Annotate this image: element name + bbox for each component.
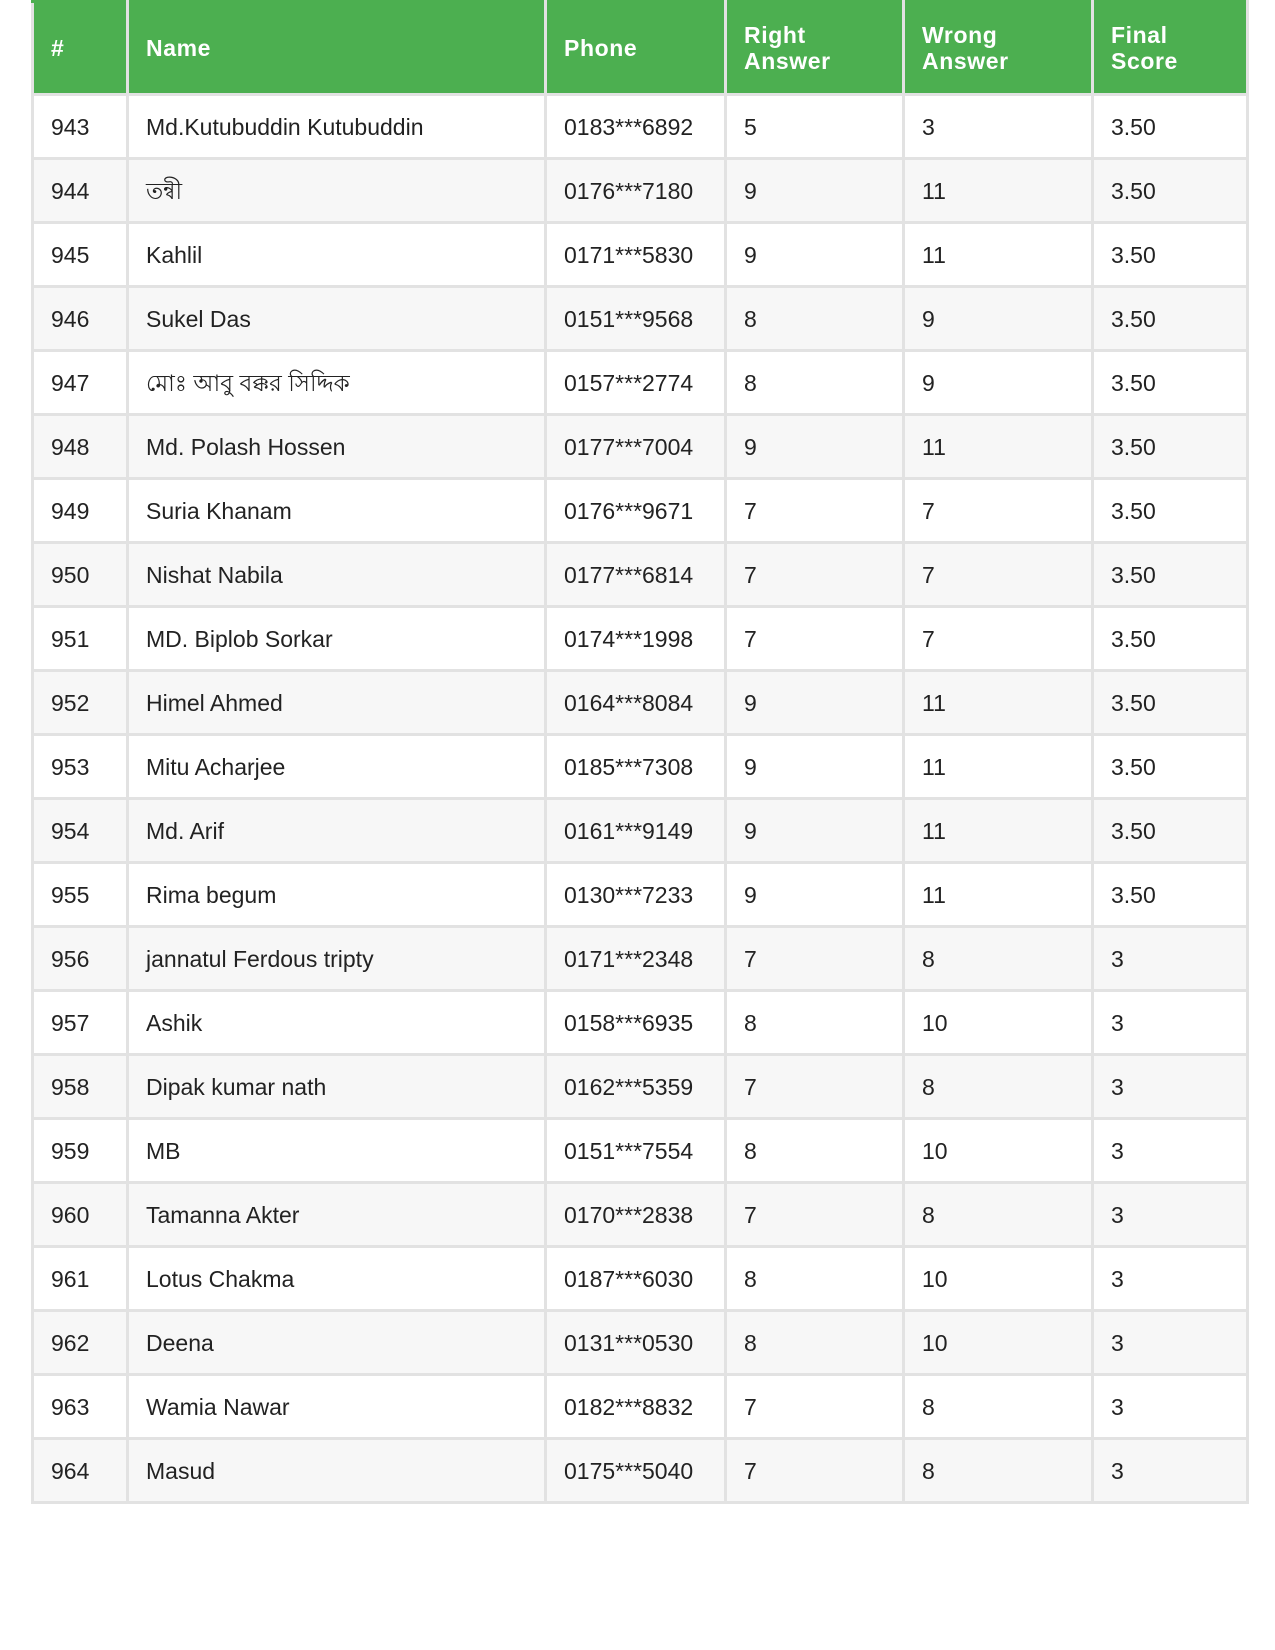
cell-final-score: 3.50 — [1093, 735, 1248, 799]
header-final-score — [1093, 2, 1248, 95]
cell-phone: 0164***8084 — [546, 671, 726, 735]
cell-wrong-answer: 10 — [904, 991, 1093, 1055]
cell-wrong-answer: 8 — [904, 927, 1093, 991]
cell-final-score: 3.50 — [1093, 351, 1248, 415]
cell-wrong-answer: 9 — [904, 351, 1093, 415]
cell-wrong-answer: 9 — [904, 287, 1093, 351]
cell-final-score: 3 — [1093, 1119, 1248, 1183]
table-row — [33, 799, 1248, 863]
cell-right-answer: 7 — [726, 607, 904, 671]
cell-rank: 954 — [33, 799, 128, 863]
cell-final-score: 3 — [1093, 1439, 1248, 1503]
cell-wrong-answer: 10 — [904, 1247, 1093, 1311]
cell-right-answer: 7 — [726, 543, 904, 607]
cell-final-score: 3.50 — [1093, 543, 1248, 607]
cell-right-answer: 9 — [726, 671, 904, 735]
cell-right-answer: 9 — [726, 223, 904, 287]
cell-rank: 955 — [33, 863, 128, 927]
table-row — [33, 991, 1248, 1055]
cell-phone: 0177***7004 — [546, 415, 726, 479]
cell-name: Rima begum — [128, 863, 546, 927]
cell-rank: 962 — [33, 1311, 128, 1375]
header-wrong-answer-line-1: Wrong — [922, 22, 998, 48]
cell-wrong-answer: 8 — [904, 1439, 1093, 1503]
cell-phone: 0176***9671 — [546, 479, 726, 543]
cell-final-score: 3 — [1093, 1311, 1248, 1375]
cell-phone: 0158***6935 — [546, 991, 726, 1055]
table-row — [33, 543, 1248, 607]
cell-phone: 0151***9568 — [546, 287, 726, 351]
header-right-answer — [726, 2, 904, 95]
cell-name: তন্বী — [128, 159, 546, 223]
cell-wrong-answer: 7 — [904, 479, 1093, 543]
cell-right-answer: 7 — [726, 1183, 904, 1247]
table-row — [33, 1247, 1248, 1311]
cell-right-answer: 8 — [726, 1311, 904, 1375]
cell-phone: 0176***7180 — [546, 159, 726, 223]
cell-wrong-answer: 10 — [904, 1311, 1093, 1375]
table-row — [33, 159, 1248, 223]
header-right-answer-line-2: Answer — [744, 48, 831, 74]
cell-name: মোঃ আবু বক্কর সিদ্দিক — [128, 351, 546, 415]
cell-name: MD. Biplob Sorkar — [128, 607, 546, 671]
cell-name: Ashik — [128, 991, 546, 1055]
cell-phone: 0187***6030 — [546, 1247, 726, 1311]
table-row — [33, 607, 1248, 671]
cell-final-score: 3 — [1093, 1247, 1248, 1311]
cell-rank: 946 — [33, 287, 128, 351]
cell-rank: 951 — [33, 607, 128, 671]
cell-phone: 0131***0530 — [546, 1311, 726, 1375]
table-row — [33, 1439, 1248, 1503]
cell-wrong-answer: 8 — [904, 1055, 1093, 1119]
table-row — [33, 735, 1248, 799]
cell-wrong-answer: 11 — [904, 735, 1093, 799]
cell-right-answer: 8 — [726, 1119, 904, 1183]
cell-wrong-answer: 8 — [904, 1375, 1093, 1439]
cell-rank: 964 — [33, 1439, 128, 1503]
table-row — [33, 1055, 1248, 1119]
cell-phone: 0174***1998 — [546, 607, 726, 671]
cell-final-score: 3.50 — [1093, 223, 1248, 287]
cell-name: MB — [128, 1119, 546, 1183]
cell-phone: 0162***5359 — [546, 1055, 726, 1119]
cell-wrong-answer: 8 — [904, 1183, 1093, 1247]
cell-final-score: 3 — [1093, 927, 1248, 991]
cell-name: Nishat Nabila — [128, 543, 546, 607]
cell-wrong-answer: 11 — [904, 863, 1093, 927]
table-row — [33, 95, 1248, 159]
table-header — [33, 2, 1248, 95]
cell-rank: 961 — [33, 1247, 128, 1311]
table-row — [33, 1375, 1248, 1439]
cell-wrong-answer: 7 — [904, 543, 1093, 607]
cell-rank: 949 — [33, 479, 128, 543]
table-row — [33, 1311, 1248, 1375]
cell-right-answer: 7 — [726, 1439, 904, 1503]
table-row — [33, 223, 1248, 287]
cell-phone: 0175***5040 — [546, 1439, 726, 1503]
cell-name: jannatul Ferdous tripty — [128, 927, 546, 991]
cell-rank: 947 — [33, 351, 128, 415]
cell-rank: 960 — [33, 1183, 128, 1247]
cell-wrong-answer: 7 — [904, 607, 1093, 671]
cell-name: Dipak kumar nath — [128, 1055, 546, 1119]
cell-right-answer: 8 — [726, 991, 904, 1055]
cell-wrong-answer: 10 — [904, 1119, 1093, 1183]
cell-phone: 0161***9149 — [546, 799, 726, 863]
cell-final-score: 3.50 — [1093, 863, 1248, 927]
table-body — [33, 95, 1248, 1503]
cell-final-score: 3.50 — [1093, 799, 1248, 863]
cell-wrong-answer: 11 — [904, 223, 1093, 287]
cell-rank: 952 — [33, 671, 128, 735]
table-row — [33, 351, 1248, 415]
cell-right-answer: 7 — [726, 1375, 904, 1439]
cell-right-answer: 9 — [726, 415, 904, 479]
header-final-score-line-1: Final — [1111, 22, 1168, 48]
table-row — [33, 671, 1248, 735]
cell-name: Mitu Acharjee — [128, 735, 546, 799]
table-row — [33, 927, 1248, 991]
cell-right-answer: 9 — [726, 863, 904, 927]
cell-name: Deena — [128, 1311, 546, 1375]
cell-phone: 0185***7308 — [546, 735, 726, 799]
cell-phone: 0130***7233 — [546, 863, 726, 927]
cell-name: Lotus Chakma — [128, 1247, 546, 1311]
cell-right-answer: 8 — [726, 1247, 904, 1311]
results-table — [31, 0, 1249, 1504]
header-wrong-answer-line-2: Answer — [922, 48, 1009, 74]
cell-name: Himel Ahmed — [128, 671, 546, 735]
header-name: Name — [128, 2, 546, 95]
cell-final-score: 3.50 — [1093, 95, 1248, 159]
cell-wrong-answer: 11 — [904, 671, 1093, 735]
cell-phone: 0170***2838 — [546, 1183, 726, 1247]
cell-name: Sukel Das — [128, 287, 546, 351]
cell-phone: 0182***8832 — [546, 1375, 726, 1439]
header-row — [33, 2, 1248, 95]
cell-rank: 953 — [33, 735, 128, 799]
cell-right-answer: 8 — [726, 351, 904, 415]
table-row — [33, 1119, 1248, 1183]
cell-rank: 948 — [33, 415, 128, 479]
cell-final-score: 3.50 — [1093, 671, 1248, 735]
cell-rank: 963 — [33, 1375, 128, 1439]
cell-rank: 945 — [33, 223, 128, 287]
cell-final-score: 3 — [1093, 1183, 1248, 1247]
cell-right-answer: 9 — [726, 159, 904, 223]
cell-wrong-answer: 11 — [904, 799, 1093, 863]
cell-phone: 0171***5830 — [546, 223, 726, 287]
cell-final-score: 3 — [1093, 991, 1248, 1055]
header-final-score-line-2: Score — [1111, 48, 1178, 74]
cell-rank: 957 — [33, 991, 128, 1055]
table-row — [33, 287, 1248, 351]
cell-right-answer: 9 — [726, 735, 904, 799]
header-wrong-answer — [904, 2, 1093, 95]
cell-right-answer: 7 — [726, 1055, 904, 1119]
cell-right-answer: 9 — [726, 799, 904, 863]
cell-name: Md. Polash Hossen — [128, 415, 546, 479]
cell-final-score: 3 — [1093, 1055, 1248, 1119]
cell-right-answer: 5 — [726, 95, 904, 159]
cell-rank: 956 — [33, 927, 128, 991]
cell-right-answer: 7 — [726, 927, 904, 991]
cell-final-score: 3 — [1093, 1375, 1248, 1439]
cell-final-score: 3.50 — [1093, 287, 1248, 351]
cell-final-score: 3.50 — [1093, 415, 1248, 479]
header-num: # — [33, 2, 128, 95]
cell-phone: 0157***2774 — [546, 351, 726, 415]
cell-rank: 959 — [33, 1119, 128, 1183]
cell-name: Md. Arif — [128, 799, 546, 863]
cell-name: Md.Kutubuddin Kutubuddin — [128, 95, 546, 159]
cell-wrong-answer: 3 — [904, 95, 1093, 159]
cell-rank: 958 — [33, 1055, 128, 1119]
cell-phone: 0177***6814 — [546, 543, 726, 607]
cell-name: Masud — [128, 1439, 546, 1503]
cell-phone: 0171***2348 — [546, 927, 726, 991]
cell-right-answer: 8 — [726, 287, 904, 351]
cell-right-answer: 7 — [726, 479, 904, 543]
cell-final-score: 3.50 — [1093, 159, 1248, 223]
cell-name: Kahlil — [128, 223, 546, 287]
cell-rank: 943 — [33, 95, 128, 159]
cell-rank: 950 — [33, 543, 128, 607]
cell-phone: 0151***7554 — [546, 1119, 726, 1183]
cell-final-score: 3.50 — [1093, 607, 1248, 671]
cell-name: Suria Khanam — [128, 479, 546, 543]
header-right-answer-line-1: Right — [744, 22, 806, 48]
cell-phone: 0183***6892 — [546, 95, 726, 159]
cell-wrong-answer: 11 — [904, 415, 1093, 479]
header-phone: Phone — [546, 2, 726, 95]
cell-name: Wamia Nawar — [128, 1375, 546, 1439]
cell-name: Tamanna Akter — [128, 1183, 546, 1247]
table-row — [33, 479, 1248, 543]
table-row — [33, 415, 1248, 479]
cell-rank: 944 — [33, 159, 128, 223]
table-row — [33, 1183, 1248, 1247]
cell-wrong-answer: 11 — [904, 159, 1093, 223]
table-row — [33, 863, 1248, 927]
cell-final-score: 3.50 — [1093, 479, 1248, 543]
